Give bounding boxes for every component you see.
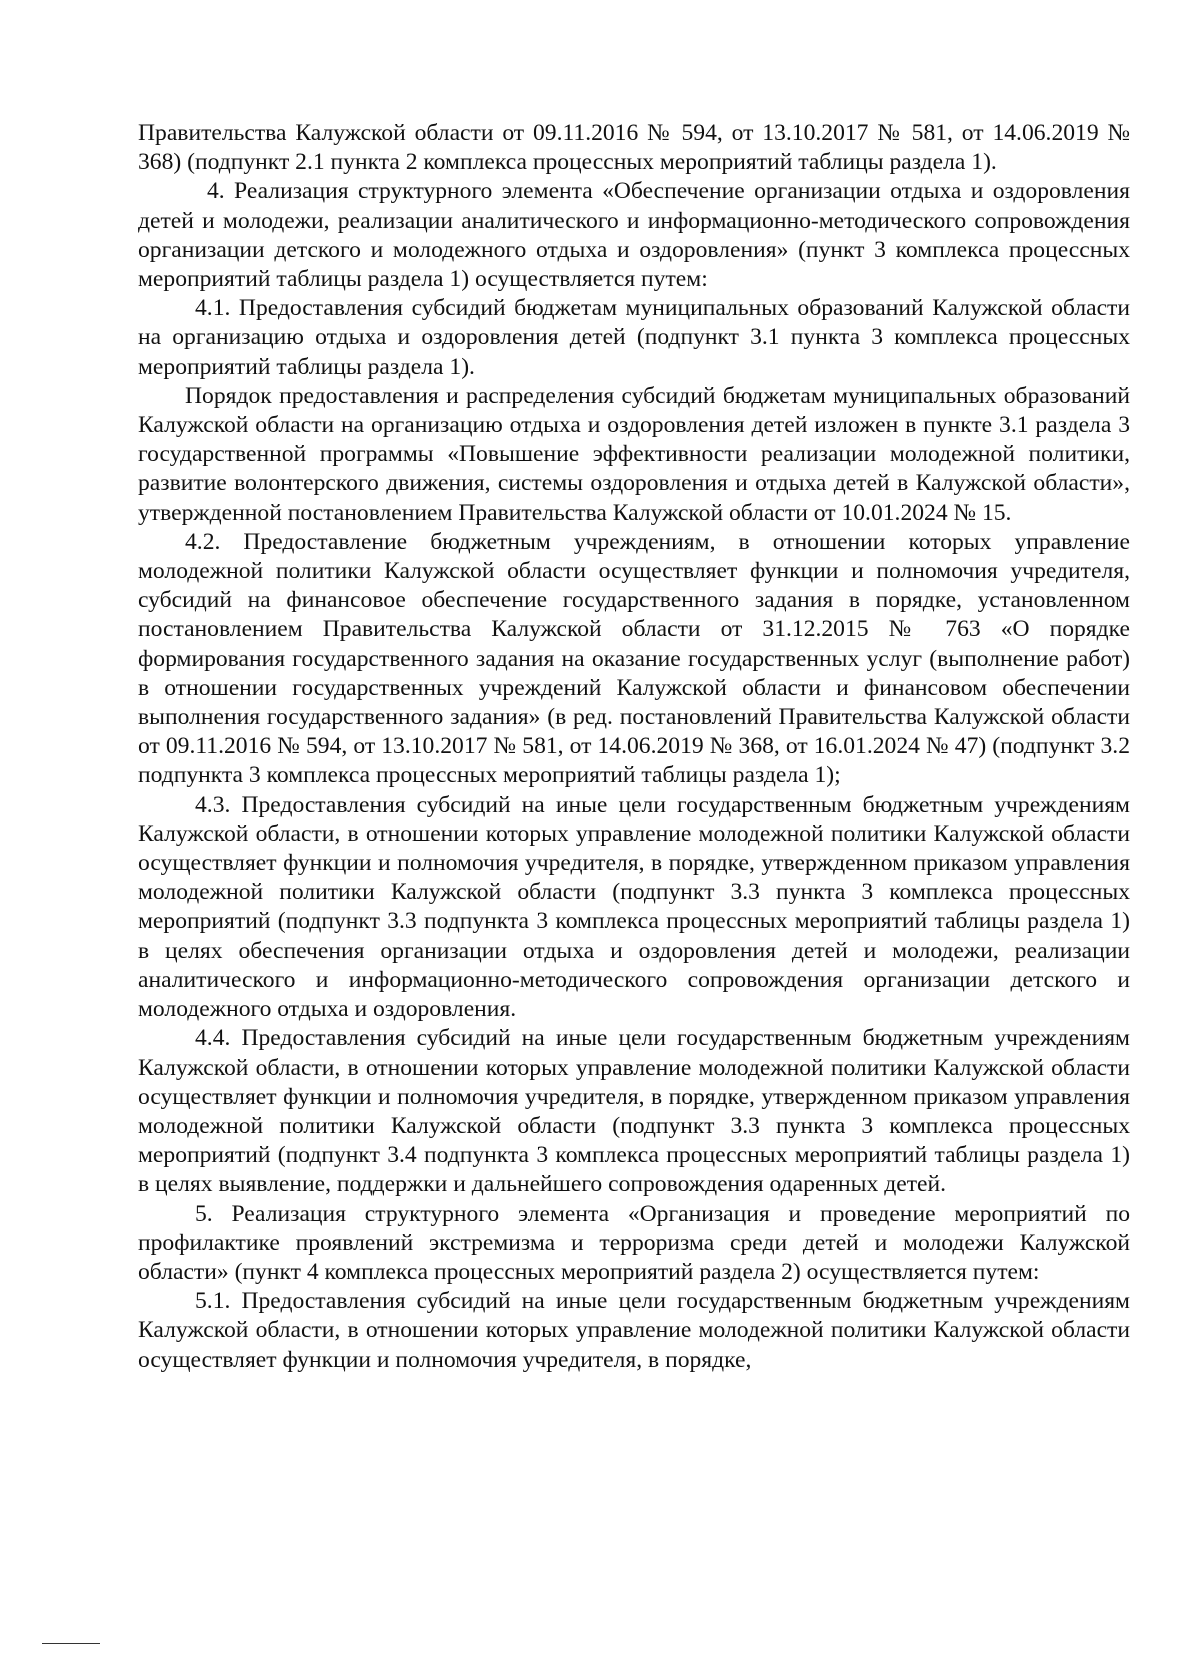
paragraph-item-4-1: 4.1. Предоставления субсидий бюджетам муниципальных образований Калужской области на организацию отдыха и оздоровления детей (подпункт 3.1 пункта 3 комплекса процессных мероприятий таблицы раздела 1).: [138, 295, 1130, 380]
paragraph-item-4-4: 4.4. Предоставления субсидий на иные цели государственным бюджетным учреждениям Калужской области, в отношении которых управление молодежной политики Калужской области осуществляет функции и полномочия учредителя, в порядке, утвержденном приказом управления молодежной политики Калужской области (подпункт 3.3 пункта 3 комплекса процессных мероприятий (подпункт 3.4 подпункта 3 комплекса процессных мероприятий таблицы раздела 1) в целях выявление, поддержки и дальнейшего сопровождения одаренных детей.: [138, 1025, 1130, 1198]
document-page: [138, 119, 1130, 1375]
paragraph-continuation: Правительства Калужской области от 09.11.2016 № 594, от 13.10.2017 № 581, от 14.06.2019 № 368) (подпункт 2.1 пункта 2 комплекса процессных мероприятий таблицы раздела 1).: [138, 120, 1130, 176]
paragraph-item-4-3: 4.3. Предоставления субсидий на иные цели государственным бюджетным учреждениям Калужской области, в отношении которых управление молодежной политики Калужской области осуществляет функции и полномочия учредителя, в порядке, утвержденном приказом управления молодежной политики Калужской области (подпункт 3.3 пункта 3 комплекса процессных мероприятий (подпункт 3.3 подпункта 3 комплекса процессных мероприятий таблицы раздела 1) в целях обеспечения организации отдыха и оздоровления детей и молодежи, реализации аналитического и информационно-методического сопровождения организации детского и молодежного отдыха и оздоровления.: [138, 791, 1130, 1023]
paragraph-item-4-2: 4.2. Предоставление бюджетным учреждениям, в отношении которых управление молодежной политики Калужской области осуществляет функции и полномочия учредителя, субсидий на финансовое обеспечение государственного задания в порядке, установленном постановлением Правительства Калужской области от 31.12.2015 № 763 «О порядке формирования государственного задания на оказание государственных услуг (выполнение работ) в отношении государственных учреждений Калужской области и финансовом обеспечении выполнения государственного задания» (в ред. постановлений Правительства Калужской области от 09.11.2016 № 594, от 13.10.2017 № 581, от 14.06.2019 № 368, от 16.01.2024 № 47) (подпункт 3.2 подпункта 3 комплекса процессных мероприятий таблицы раздела 1);: [138, 528, 1130, 789]
paragraph-item-5: 5. Реализация структурного элемента «Организация и проведение мероприятий по профилактике проявлений экстремизма и терроризма среди детей и молодежи Калужской области» (пункт 4 комплекса процессных мероприятий раздела 2) осуществляется путем:: [138, 1200, 1130, 1285]
paragraph-item-4: 4. Реализация структурного элемента «Обеспечение организации отдыха и оздоровления детей и молодежи, реализации аналитического и информационно-методического сопровождения организации детского и молодежного отдыха и оздоровления» (пункт 3 комплекса процессных мероприятий таблицы раздела 1) осуществляется путем:: [138, 178, 1130, 293]
paragraph-item-5-1: 5.1. Предоставления субсидий на иные цели государственным бюджетным учреждениям Калужской области, в отношении которых управление молодежной политики Калужской области осуществляет функции и полномочия учредителя, в порядке,: [138, 1288, 1130, 1373]
paragraph-procedure: Порядок предоставления и распределения субсидий бюджетам муниципальных образований Калужской области на организацию отдыха и оздоровления детей изложен в пункте 3.1 раздела 3 государственной программы «Повышение эффективности реализации молодежной политики, развитие волонтерского движения, системы оздоровления и отдыха детей в Калужской области», утвержденной постановлением Правительства Калужской области от 10.01.2024 № 15.: [138, 382, 1130, 526]
footer-rule: [42, 1643, 100, 1644]
